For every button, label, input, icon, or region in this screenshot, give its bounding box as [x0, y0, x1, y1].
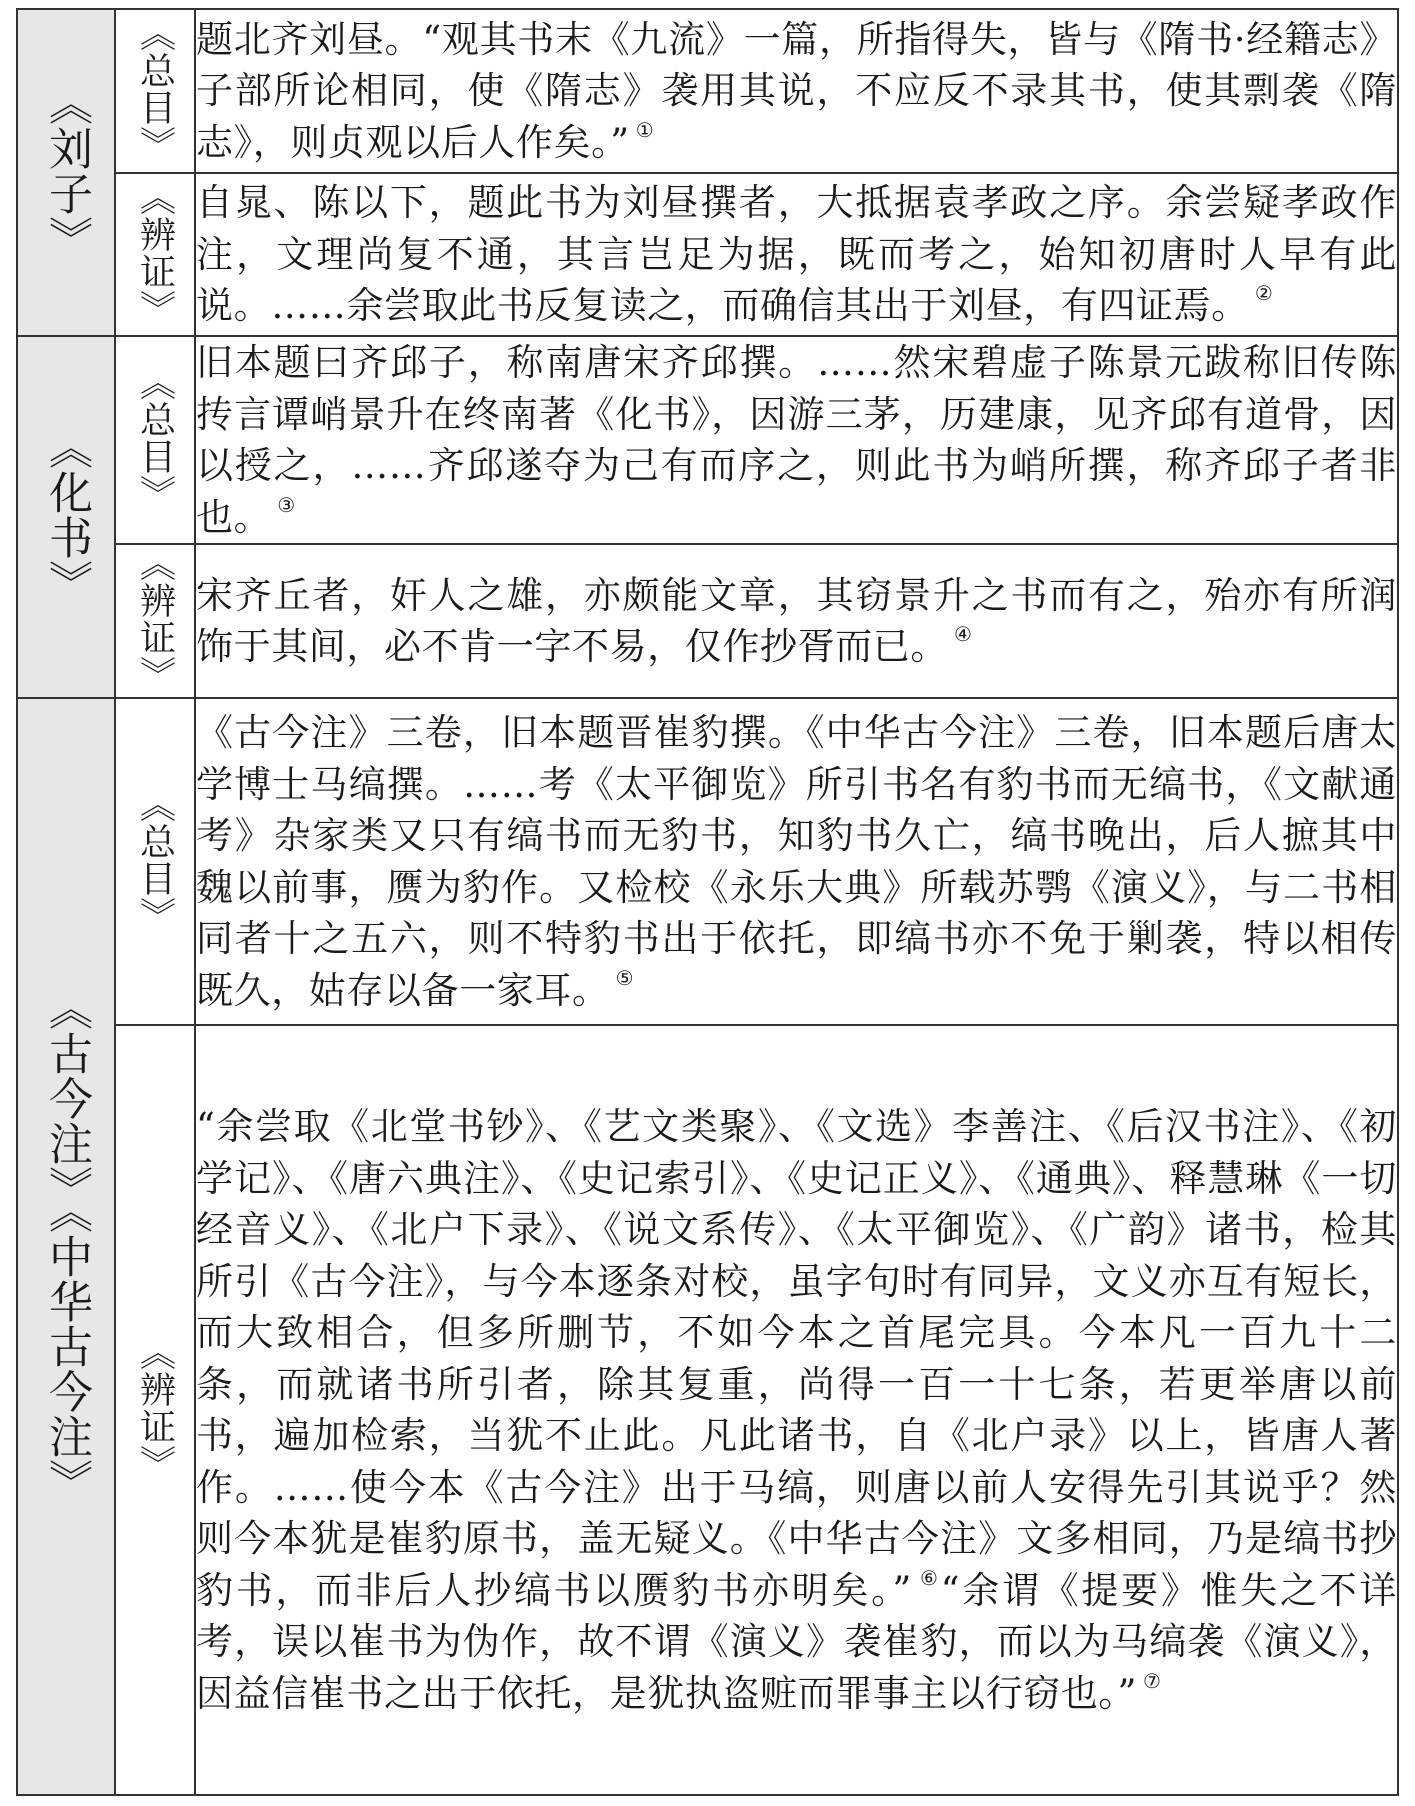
passage-continued: “余谓《提要》惟失之不详考，误以崔书为伪作，故不谓《演义》袭崔豹，而以为马缟袭《演义》，因益信崔书之出于依托，是犹执盗赃而罪事主以行窃也。” — [196, 1568, 1397, 1715]
content-text — [196, 14, 1397, 169]
table-row — [17, 544, 1398, 698]
table-row — [17, 9, 1398, 173]
footnote-marker: ④ — [954, 622, 973, 646]
content-cell — [195, 698, 1398, 1025]
kind-cell — [115, 698, 195, 1025]
book-title: 《化书》 — [41, 425, 92, 605]
kind-label: 《辨证》 — [134, 178, 176, 327]
kind-cell — [115, 336, 195, 544]
passage: 自晁、陈以下，题此书为刘昼撰者，大抵据袁孝政之序。余尝疑孝政作注，文理尚复不通，其言岂足为据，既而考之，始知初唐时人早有此说。……余尝取此书反复读之，而确信其出于刘昼，有四证焉。 — [196, 181, 1397, 328]
content-cell — [195, 9, 1398, 173]
kind-label: 《总目》 — [134, 15, 176, 163]
kind-cell — [115, 544, 195, 698]
book-cell-gujinzhu — [17, 698, 115, 1795]
table-row — [17, 173, 1398, 336]
passage: 宋齐丘者，奸人之雄，亦颇能文章，其窃景升之书而有之，殆亦有所润饰于其间，必不肯一字不易，仅作抄胥而已。 — [196, 573, 1397, 668]
comparison-table — [16, 8, 1399, 1796]
content-text — [196, 570, 1397, 673]
passage: “余尝取《北堂书钞》、《艺文类聚》、《文选》李善注、《后汉书注》、《初学记》、《唐六典注》、《史记索引》、《史记正义》、《通典》、释慧琳《一切经音义》、《北户下录》、《说文系传》、《太平御览》、《广韵》诸书，检其所引《古今注》，与今本逐条对校，虽字句时有同异，文义亦互有短长，而大致相合，但多所删节，不如今本之首尾完具。今本凡一百九十二条，而就诸书所引者，除其复重，尚得一百一十七条，若更举唐以前书，遍加检索，当犹不止此。凡此诸书，自《北户录》以上，皆唐人著作。……使今本《古今注》出于马缟，则唐以前人安得先引其说乎？然则今本犹是崔豹原书，盖无疑义。《中华古今注》文多相同，乃是缟书抄豹书，而非后人抄缟书以赝豹书亦明矣。” — [196, 1105, 1397, 1612]
footnote-marker: ② — [1254, 281, 1274, 306]
kind-cell — [115, 9, 195, 173]
table-row — [17, 336, 1398, 544]
footnote-marker: ① — [635, 117, 655, 142]
content-text — [196, 707, 1397, 1016]
footnote-marker: ⑤ — [615, 965, 635, 990]
content-text — [196, 337, 1397, 543]
kind-cell — [115, 1025, 195, 1795]
content-cell — [195, 173, 1398, 336]
footnote-marker: ③ — [277, 492, 296, 517]
kind-label: 《总目》 — [134, 785, 176, 934]
kind-label: 《总目》 — [134, 364, 176, 512]
content-cell — [195, 336, 1398, 544]
content-text — [196, 1101, 1397, 1719]
footnote-marker: ⑥ — [917, 1565, 941, 1590]
passage: 《古今注》三卷，旧本题晋崔豹撰。《中华古今注》三卷，旧本题后唐太学博士马缟撰。……考《太平御览》所引书名有豹书而无缟书，《文献通考》杂家类又只有缟书而无豹书，知豹书久亡，缟书晚出，后人摭其中魏以前事，赝为豹作。又检校《永乐大典》所载苏鹗《演义》，与二书相同者十之五六，则不特豹书出于依托，即缟书亦不免于剿袭，特以相传既久，姑存以备一家耳。 — [196, 711, 1397, 1012]
book-cell-liuzi — [17, 9, 115, 336]
kind-label: 《辨证》 — [134, 1334, 176, 1482]
kind-label: 《辨证》 — [134, 545, 176, 693]
table-row — [17, 1025, 1398, 1795]
passage: 旧本题曰齐邱子，称南唐宋齐邱撰。……然宋碧虚子陈景元跋称旧传陈抟言谭峭景升在终南著《化书》，因游三茅，历建康，见齐邱有道骨，因以授之，……齐邱遂夺为己有而序之，则此书为峭所撰，称齐邱子者非也。 — [196, 341, 1397, 539]
book-cell-huashu — [17, 336, 115, 698]
content-cell — [195, 1025, 1398, 1795]
content-text — [196, 177, 1397, 332]
kind-cell — [115, 173, 195, 336]
book-title: 《刘子》 — [41, 80, 92, 261]
table-row — [17, 698, 1398, 1025]
passage: 题北齐刘昼。“观其书末《九流》一篇，所指得失，皆与《隋书·经籍志》子部所论相同，使《隋志》袭用其说，不应反不录其书，使其剽袭《隋志》，则贞观以后人作矣。” — [196, 17, 1397, 164]
footnote-marker: ⑦ — [1143, 1668, 1162, 1693]
book-title: 《古今注》《中华古今注》 — [41, 985, 92, 1504]
content-cell — [195, 544, 1398, 698]
